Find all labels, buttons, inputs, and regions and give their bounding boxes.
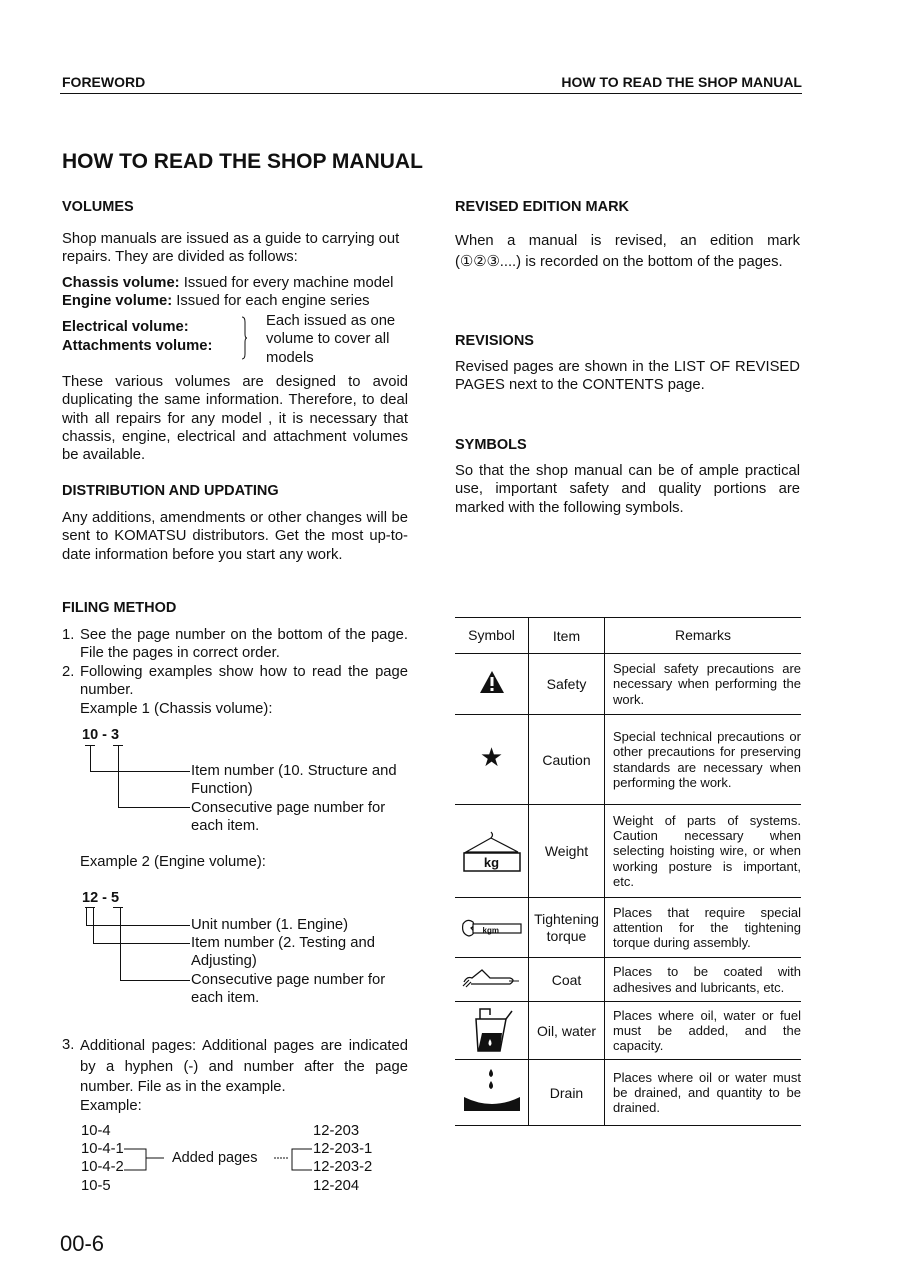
header-symbol: Symbol [455, 618, 529, 654]
table-row [455, 715, 801, 805]
symbols-text: So that the shop manual can be of ample practical use, important safety and quality portions are marked with the following symbols. [455, 463, 800, 516]
left-page-4: 10-5 [81, 1178, 111, 1194]
tree-line [93, 943, 190, 944]
filing-item2-number: 2. [62, 664, 75, 680]
volumes-intro: Shop manuals are issued as a guide to carrying out repairs. They are divided as follows: [62, 231, 400, 266]
tree-line [86, 925, 190, 926]
engine-volume-line [62, 292, 412, 310]
example-label: Example: [80, 1098, 142, 1114]
volumes-heading: VOLUMES [62, 199, 134, 215]
distribution-heading: DISTRIBUTION AND UPDATING [62, 483, 279, 499]
remarks-cell: Places where oil or water must be drained, and quantity to be drained. [605, 1060, 802, 1126]
symbol-cell [455, 715, 529, 805]
item-cell: Coat [529, 958, 605, 1002]
remarks-cell: Places to be coated with adhesives and lubricants, etc. [605, 958, 802, 1002]
example1-line1: Item number (10. Structure and Function) [191, 763, 397, 798]
engine-volume-text: Issued for each engine series [172, 293, 370, 309]
item-cell: Safety [529, 654, 605, 715]
table-header-row [455, 618, 801, 654]
revisions-heading: REVISIONS [455, 333, 534, 349]
added-pages-label: Added pages [172, 1150, 258, 1166]
tree-line [120, 908, 121, 981]
distribution-text: Any additions, amendments or other changes will be sent to KOMATSU distributors. Get the most up-to-date information before you start any work. [62, 510, 408, 563]
item-cell: Drain [529, 1060, 605, 1126]
chassis-volume-label: Chassis volume: [62, 275, 180, 291]
example1-line2: Consecutive page number for each item. [191, 800, 386, 835]
table-row [455, 898, 801, 958]
left-page-3: 10-4-2 [81, 1159, 124, 1175]
table-row [455, 958, 801, 1002]
remarks-cell: Places where oil, water or fuel must be added, and the capacity. [605, 1002, 802, 1060]
symbol-cell [455, 654, 529, 715]
tree-line [90, 771, 190, 772]
example2-label: Example 2 (Engine volume): [80, 854, 266, 870]
table-row [455, 1002, 801, 1060]
star-icon: ★ [479, 741, 504, 772]
oil-can-icon [470, 1005, 514, 1053]
engine-volume-label: Engine volume: [62, 293, 173, 309]
volumes-paragraph: These various volumes are designed to avoid duplicating the same information. Therefore, to deal with all repairs for any model , it is necessary that chassis, engine, electrical and attachment volumes be available. [62, 374, 408, 464]
symbol-cell [455, 898, 529, 958]
table-row [455, 805, 801, 898]
symbols-table [455, 617, 801, 1126]
each-issued-note: Each issued as one volume to cover all models [266, 313, 396, 366]
filing-heading: FILING METHOD [62, 600, 177, 616]
tree-line [120, 980, 190, 981]
left-page-2: 10-4-1 [81, 1141, 124, 1157]
coat-brush-icon [461, 967, 523, 989]
header-item: Item [529, 618, 605, 654]
example1-code: 10 - 3 [82, 727, 120, 743]
filing-item3-number: 3. [62, 1037, 75, 1053]
weight-kg-label: kg [483, 855, 500, 870]
remarks-cell: Weight of parts of systems. Caution necessary when selecting hoisting wire, or when working posture is important, etc. [605, 805, 802, 898]
table-row [455, 1060, 801, 1126]
symbol-cell [455, 1002, 529, 1060]
chassis-volume-text: Issued for every machine model [179, 275, 394, 291]
example2-line1: Unit number (1. Engine) [191, 917, 349, 933]
torque-wrench-icon [461, 918, 523, 938]
remarks-cell: Special technical precautions or other precautions for preserving standards are necessary when performing the work. [605, 715, 802, 805]
item-cell: Oil, water [529, 1002, 605, 1060]
tree-line [93, 908, 94, 944]
filing-item1: See the page number on the bottom of the page. File the pages in correct order. [80, 627, 408, 662]
tree-line [118, 807, 190, 808]
table-row [455, 654, 801, 715]
filing-item2: Following examples show how to read the page number. [80, 664, 408, 699]
example1-label: Example 1 (Chassis volume): [80, 701, 273, 717]
tree-line [86, 908, 87, 926]
item-cell: Weight [529, 805, 605, 898]
header-left: FOREWORD [62, 74, 146, 90]
symbol-cell [455, 1060, 529, 1126]
electrical-volume-label: Electrical volume: [62, 319, 189, 335]
remarks-cell: Special safety precautions are necessary when performing the work. [605, 654, 802, 715]
remarks-cell: Places that require special attention for the tightening torque during assembly. [605, 898, 802, 958]
torque-kgm-label: kgm [482, 925, 499, 935]
right-page-4: 12-204 [313, 1178, 360, 1194]
right-page-2: 12-203-1 [313, 1141, 373, 1157]
example2-code: 12 - 5 [82, 890, 120, 906]
chassis-volume-line [62, 274, 412, 292]
right-page-3: 12-203-2 [313, 1159, 373, 1175]
drain-icon [462, 1067, 522, 1115]
right-page-1: 12-203 [313, 1123, 360, 1139]
revised-mark-text: When a manual is revised, an edition mark (①②③....) is recorded on the bottom of the pages. [455, 233, 800, 270]
page-title: HOW TO READ THE SHOP MANUAL [62, 150, 423, 173]
revisions-text: Revised pages are shown in the LIST OF REVISED PAGES next to the CONTENTS page. [455, 359, 800, 394]
page-number: 00-6 [60, 1231, 105, 1256]
left-page-1: 10-4 [81, 1123, 111, 1139]
warning-triangle-icon [479, 670, 505, 694]
item-cell: Caution [529, 715, 605, 805]
attachments-volume-label: Attachments volume: [62, 338, 213, 354]
example2-line2: Item number (2. Testing and Adjusting) [191, 935, 375, 970]
revised-mark-heading: REVISED EDITION MARK [455, 199, 630, 215]
symbol-cell [455, 958, 529, 1002]
symbols-heading: SYMBOLS [455, 437, 527, 453]
right-brace [241, 316, 247, 360]
filing-item3: Additional pages: Additional pages are indicated by a hyphen (-) and number after the page number. File as in the example. [80, 1038, 408, 1095]
tree-underline [113, 907, 123, 908]
example2-line3: Consecutive page number for each item. [191, 972, 386, 1007]
header-rule [60, 93, 802, 94]
symbol-cell [455, 805, 529, 898]
tree-line [118, 746, 119, 808]
tree-line [90, 746, 91, 772]
weight-kg-icon [462, 830, 522, 872]
item-cell: Tightening torque [529, 898, 605, 958]
filing-item1-number: 1. [62, 627, 75, 643]
header-remarks: Remarks [605, 618, 802, 654]
header-right: HOW TO READ THE SHOP MANUAL [561, 74, 802, 90]
